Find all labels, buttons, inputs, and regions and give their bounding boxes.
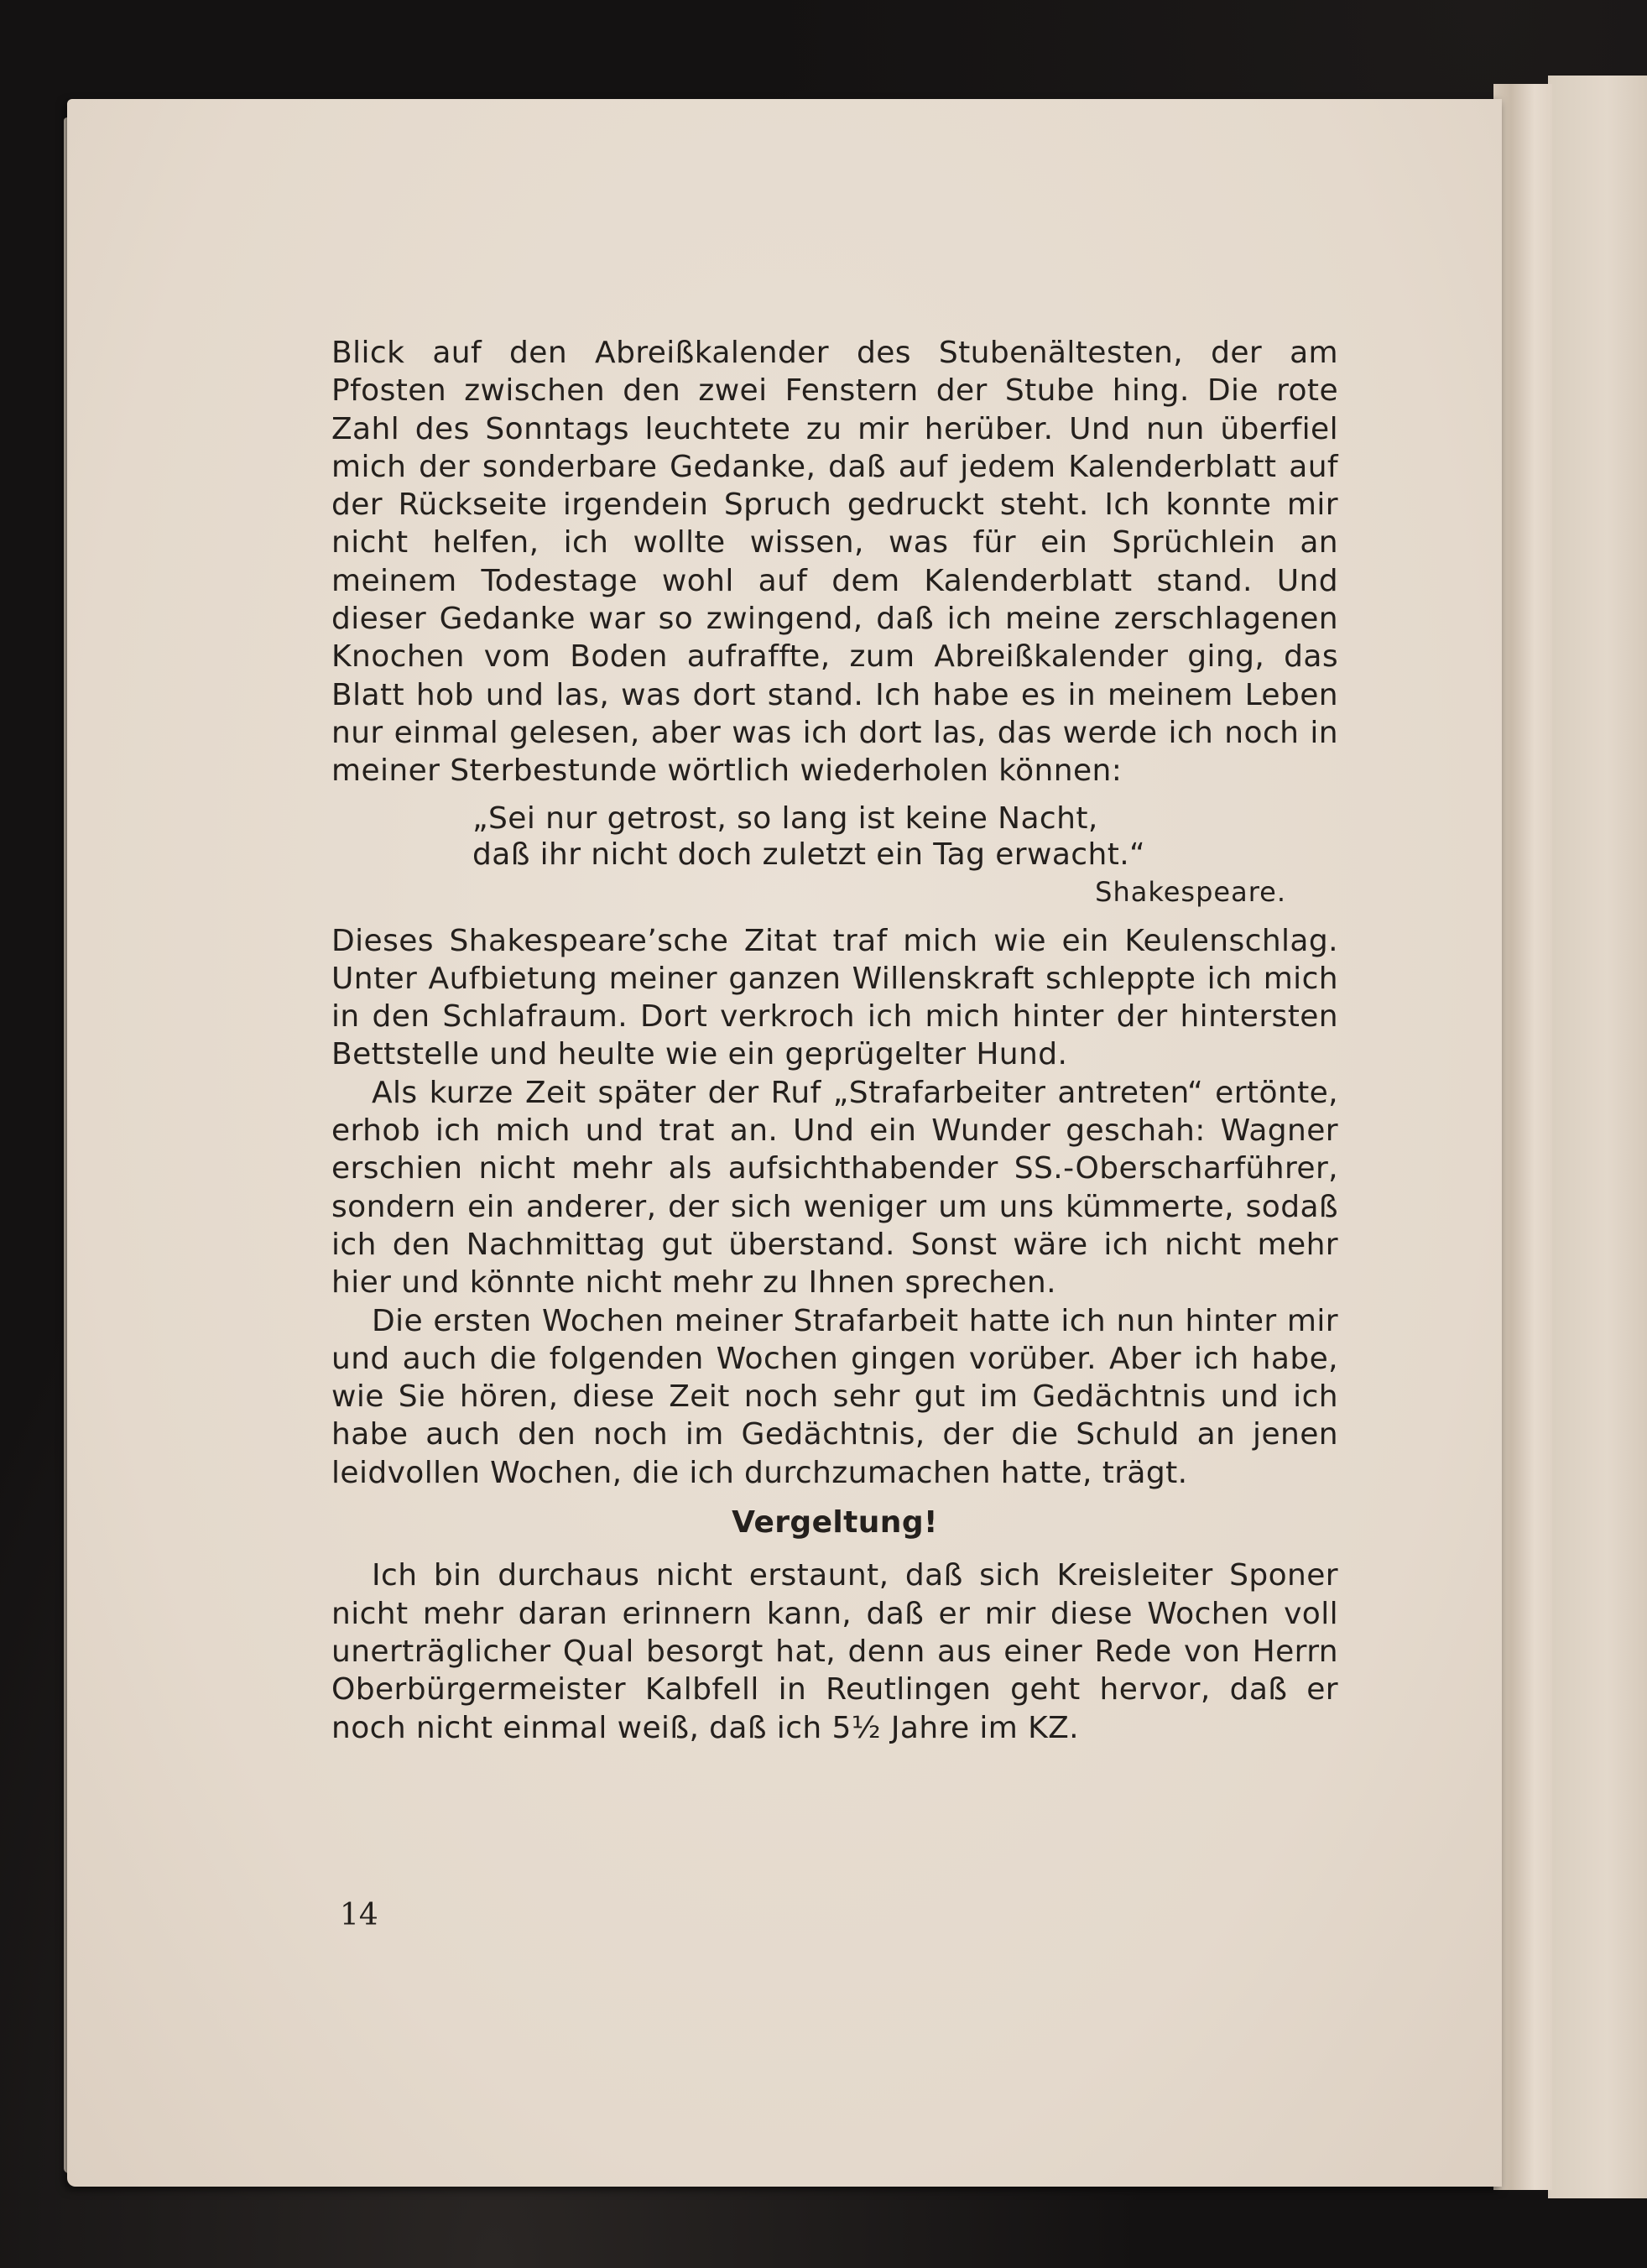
paragraph-vergeltung: Ich bin durchaus nicht erstaunt, daß sich Kreisleiter Sponer nicht mehr daran erinnern kann, daß er mir diese Wochen voll unerträglicher Qual besorgt hat, denn aus einer Rede von Herrn Oberbürgermeister Kalbfell in Reutlingen geht hervor, daß er noch nicht einmal weiß, daß ich 5½ Jahre im KZ. xyxy=(331,1558,1338,1745)
page-text xyxy=(331,334,1338,1747)
book-gutter xyxy=(1493,84,1552,2190)
section-heading: Vergeltung! xyxy=(732,1505,938,1541)
paragraph-after-quote: Dieses Shakespeare’sche Zitat traf mich wie ein Keulenschlag. Unter Aufbietung meiner ganzen Willenskraft schleppte ich mich in den Schlafraum. Dort verkroch ich mich hinter der hintersten Bettstelle und heulte wie ein geprügelter Hund. xyxy=(331,923,1338,1072)
facing-page xyxy=(1548,76,1647,2198)
page-number: 14 xyxy=(340,1898,378,1932)
paragraph-strafarbeiter: Als kurze Zeit später der Ruf „Strafarbeiter antreten“ ertönte, erhob ich mich und trat an. Und ein Wunder geschah: Wagner erschien nicht mehr als aufsichthabender SS.-Oberscharführer, sondern ein anderer, der sich weniger um uns kümmerte, sodaß ich den Nachmittag gut überstand. Sonst wäre ich nicht mehr hier und könnte nicht mehr zu Ihnen sprechen. xyxy=(331,1075,1338,1301)
quote-line-1: „Sei nur getrost, so lang ist keine Nacht, xyxy=(472,800,1098,836)
quote-attribution: Shakespeare. xyxy=(1095,875,1286,908)
paragraph-wochen: Die ersten Wochen meiner Strafarbeit hatte ich nun hinter mir und auch die folgenden Wochen gingen vorüber. Aber ich habe, wie Sie hören, diese Zeit noch sehr gut im Gedächtnis und ich habe auch den noch im Gedächtnis, der die Schuld an jenen leidvollen Wochen, die ich durchzumachen hatte, trägt. xyxy=(331,1303,1338,1490)
paragraph-opening: Blick auf den Abreißkalender des Stubenältesten, der am Pfosten zwischen den zwei Fenstern der Stube hing. Die rote Zahl des Sonntags leuchtete zu mir herüber. Und nun überfiel mich der sonderbare Gedanke, daß auf jedem Kalenderblatt auf der Rückseite irgendein Spruch gedruckt steht. Ich konnte mir nicht helfen, ich wollte wissen, was für ein Sprüchlein an meinem Todestage wohl auf dem Kalenderblatt stand. Und dieser Gedanke war so zwingend, daß ich meine zerschlagenen Knochen vom Boden aufraffte, zum Abreißkalender ging, das Blatt hob und las, was dort stand. Ich habe es in meinem Leben nur einmal gelesen, aber was ich dort las, das werde ich noch in meiner Sterbestunde wörtlich wiederholen können: xyxy=(331,336,1338,789)
quote-line-2: daß ihr nicht doch zuletzt ein Tag erwacht.“ xyxy=(472,837,1146,872)
shakespeare-quote xyxy=(472,800,1338,910)
